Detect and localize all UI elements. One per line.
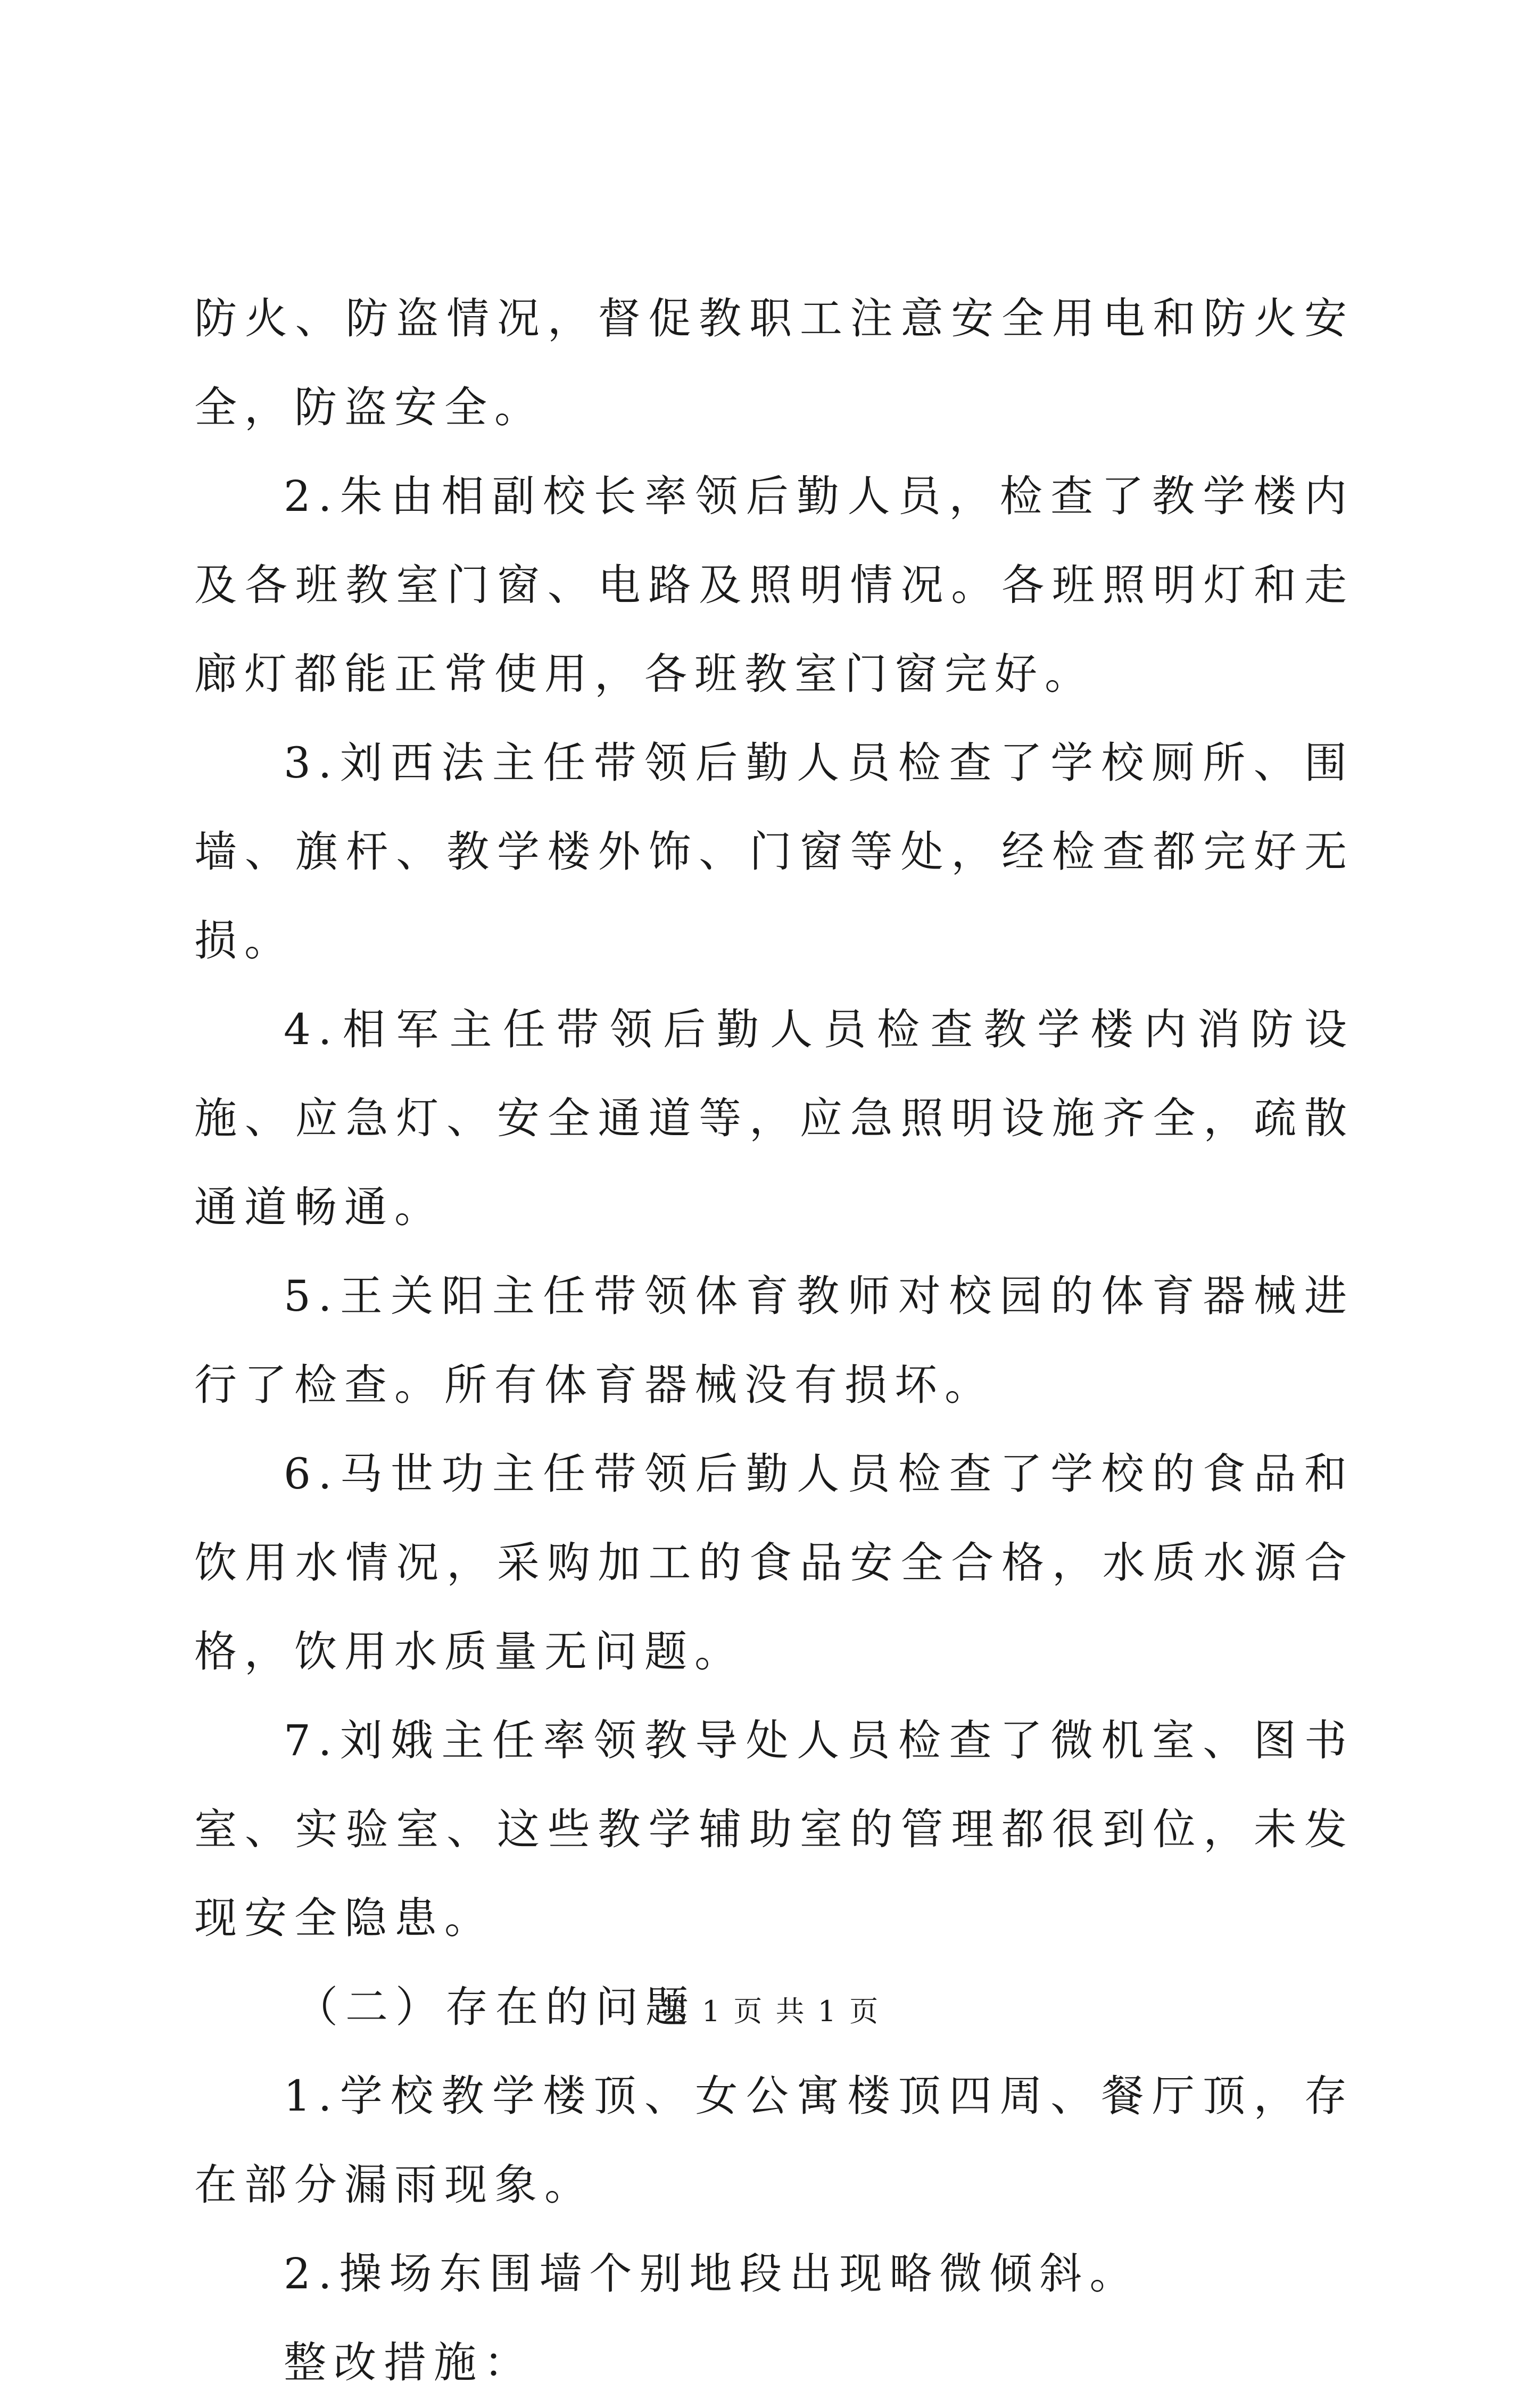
paragraph-item-4: 4.相军主任带领后勤人员检查教学楼内消防设施、应急灯、安全通道等，应急照明设施齐全，疏散通道畅通。: [194, 1005, 1354, 1232]
paragraph-item-5: 5.王关阳主任带领体育教师对校园的体育器械进行了检查。所有体育器械没有损坏。: [194, 1271, 1354, 1410]
paragraph-problem-2: 2.操场东围墙个别地段出现略微倾斜。: [284, 2249, 1140, 2298]
section-heading-problems: （二）存在的问题: [295, 1982, 696, 2032]
paragraph-item-2: 2.朱由相副校长率领后勤人员，检查了教学楼内及各班教室门窗、电路及照明情况。各班照明灯和走廊灯都能正常使用，各班教室门窗完好。: [194, 472, 1354, 699]
page-footer: 第 1 页 共 1 页: [659, 1995, 881, 2028]
paragraph-fire-theft: 防火、防盗情况，督促教职工注意安全用电和防火安全，防盗安全。: [194, 294, 1354, 432]
paragraph-item-7: 7.刘娥主任率领教导处人员检查了微机室、图书室、实验室、这些教学辅助室的管理都很到位，未发现安全隐患。: [194, 1716, 1354, 1943]
paragraph-problem-1: 1.学校教学楼顶、女公寓楼顶四周、餐厅顶，存在部分漏雨现象。: [194, 2071, 1354, 2210]
document-body: [194, 274, 1354, 2407]
paragraph-item-3: 3.刘西法主任带领后勤人员检查了学校厕所、围墙、旗杆、教学楼外饰、门窗等处，经检查都完好无损。: [194, 738, 1354, 965]
paragraph-rectification: 整改措施：: [284, 2338, 534, 2387]
paragraph-item-6: 6.马世功主任带领后勤人员检查了学校的食品和饮用水情况，采购加工的食品安全合格，水质水源合格，饮用水质量无问题。: [194, 1449, 1354, 1676]
